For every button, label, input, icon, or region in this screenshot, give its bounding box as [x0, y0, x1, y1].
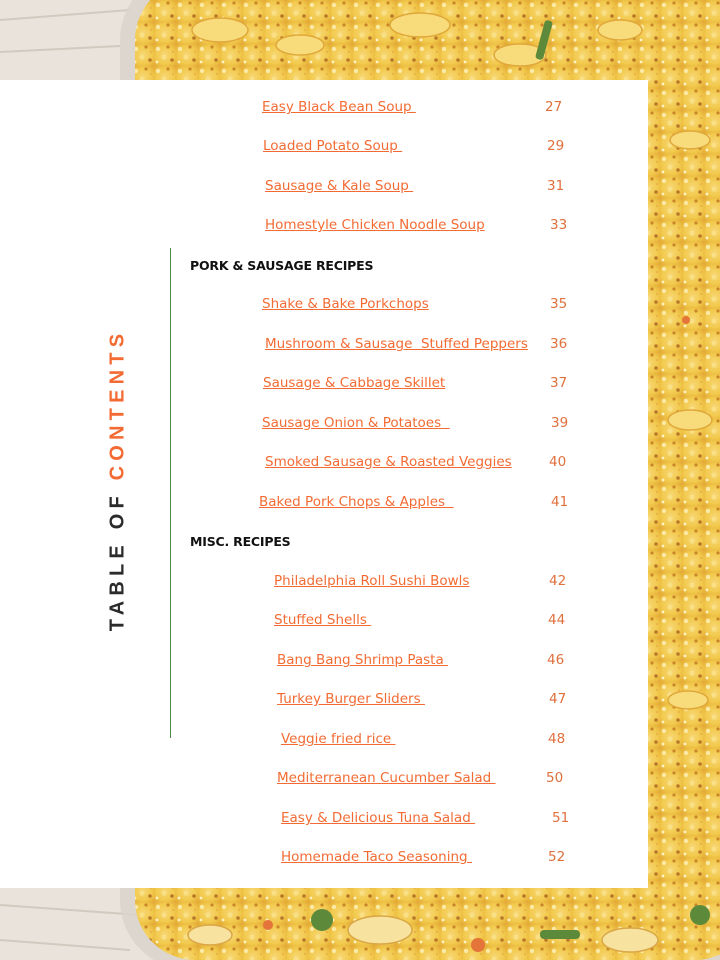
title-part-2: CONTENTS	[106, 328, 129, 481]
toc-panel	[0, 80, 648, 888]
toc-entry-philadelphia-roll-sushi-bowls[interactable]: Philadelphia Roll Sushi Bowls	[274, 573, 470, 589]
toc-page-number: 46	[547, 652, 565, 668]
table-of-contents-heading	[107, 329, 130, 631]
toc-page-number: 39	[551, 415, 569, 431]
toc-page-number: 31	[547, 178, 565, 194]
toc-page-number: 35	[550, 296, 568, 312]
toc-page-number: 40	[549, 454, 567, 470]
toc-page-number: 37	[550, 375, 568, 391]
toc-page-number: 52	[548, 849, 566, 865]
toc-entry-smoked-sausage-roasted-veggies[interactable]: Smoked Sausage & Roasted Veggies	[265, 454, 512, 470]
toc-entry-mediterranean-cucumber-salad[interactable]: Mediterranean Cucumber Salad	[277, 770, 496, 786]
title-part-1: TABLE OF	[106, 480, 129, 632]
toc-entry-turkey-burger-sliders[interactable]: Turkey Burger Sliders	[277, 691, 425, 707]
toc-entry-mushroom-sausage-stuffed-peppers[interactable]: Mushroom & Sausage Stuffed Peppers	[265, 336, 528, 352]
toc-entry-sausage-cabbage-skillet[interactable]: Sausage & Cabbage Skillet	[263, 375, 446, 391]
toc-entry-loaded-potato-soup[interactable]: Loaded Potato Soup	[263, 138, 403, 154]
toc-entry-sausage-onion-potatoes[interactable]: Sausage Onion & Potatoes	[262, 415, 450, 431]
toc-entry-bang-bang-shrimp-pasta[interactable]: Bang Bang Shrimp Pasta	[277, 652, 449, 668]
toc-entry-sausage-kale-soup[interactable]: Sausage & Kale Soup	[265, 178, 414, 194]
toc-page-number: 50	[546, 770, 564, 786]
toc-entry-easy-black-bean-soup[interactable]: Easy Black Bean Soup	[262, 99, 416, 115]
toc-page-number: 51	[552, 810, 570, 826]
toc-page-number: 47	[549, 691, 567, 707]
toc-entry-veggie-fried-rice[interactable]: Veggie fried rice	[281, 731, 396, 747]
toc-entry-baked-pork-chops-apples[interactable]: Baked Pork Chops & Apples	[259, 494, 454, 510]
section-heading-pork-sausage: PORK & SAUSAGE RECIPES	[190, 258, 374, 273]
toc-page-number: 48	[548, 731, 566, 747]
toc-page-number: 33	[550, 217, 568, 233]
toc-entry-homestyle-chicken-noodle-soup[interactable]: Homestyle Chicken Noodle Soup	[265, 217, 485, 233]
toc-page-number: 29	[547, 138, 565, 154]
toc-page-number: 27	[545, 99, 563, 115]
green-divider	[170, 248, 171, 738]
toc-entry-shake-bake-porkchops[interactable]: Shake & Bake Porkchops	[262, 296, 429, 312]
section-heading-misc: MISC. RECIPES	[190, 534, 291, 549]
toc-page-number: 42	[549, 573, 567, 589]
toc-page-number: 36	[550, 336, 568, 352]
toc-entry-homemade-taco-seasoning[interactable]: Homemade Taco Seasoning	[281, 849, 472, 865]
toc-entry-easy-delicious-tuna-salad[interactable]: Easy & Delicious Tuna Salad	[281, 810, 476, 826]
toc-entry-stuffed-shells[interactable]: Stuffed Shells	[274, 612, 372, 628]
toc-page-number: 41	[551, 494, 569, 510]
toc-page-number: 44	[548, 612, 566, 628]
